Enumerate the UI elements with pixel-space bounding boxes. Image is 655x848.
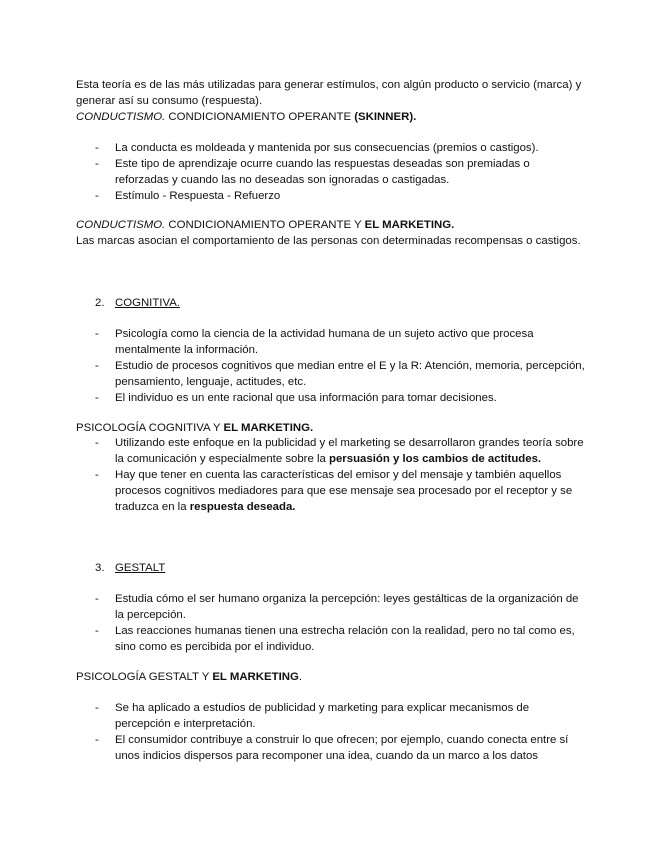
gestalt-marketing-list <box>95 700 585 764</box>
list-item-bold: persuasión y los cambios de actitudes. <box>329 453 542 465</box>
skinner-heading <box>76 109 416 125</box>
gestalt-heading-bold: EL MARKETING <box>212 671 299 683</box>
list-item: - Las reacciones humanas tienen una estrecha relación con la realidad, pero no tal como es, sino como es percibida por el individuo. <box>95 623 585 655</box>
marketing-heading-normal: CONDICIONAMIENTO OPERANTE Y <box>165 219 365 231</box>
list-item: - Estudia cómo el ser humano organiza la percepción: leyes gestálticas de la organización de la percepción. <box>95 591 585 623</box>
section-2-heading <box>95 295 180 311</box>
gestalt-list <box>95 591 585 655</box>
intro-paragraph: Esta teoría es de las más utilizadas para generar estímulos, con algún producto o servicio (marca) y generar así su consumo (respuesta). <box>76 79 582 107</box>
gestalt-marketing-heading <box>76 669 302 685</box>
section-number: 2. <box>95 297 105 309</box>
cognitive-list <box>95 326 585 406</box>
list-item: - Estudio de procesos cognitivos que median entre el E y la R: Atención, memoria, percepción, pensamiento, lenguaje, actitudes, etc. <box>95 358 585 390</box>
list-item-text: Hay que tener en cuenta las características del emisor y del mensaje y también aquellos procesos cognitivos mediadores para que ese mensaje sea procesado por el receptor y se traduzca en la <box>115 469 573 513</box>
list-item: - Psicología como la ciencia de la actividad humana de un sujeto activo que procesa mentalmente la información. <box>95 326 585 358</box>
list-item: - Este tipo de aprendizaje ocurre cuando las respuestas deseadas son premiadas o reforzadas y cuando las no deseadas son ignoradas o castigadas. <box>95 156 585 188</box>
list-item: - Estímulo - Respuesta - Refuerzo <box>95 188 585 204</box>
cognitive-marketing-heading <box>76 420 313 436</box>
gestalt-heading-tail: . <box>298 671 302 683</box>
skinner-heading-italic: CONDUCTISMO. <box>76 111 166 123</box>
list-item: - El consumidor contribuye a construir lo que ofrecen; por ejemplo, cuando conecta entre sí unos indicios dispersos para recomponer una idea, cuando da un marco a los datos <box>95 732 585 764</box>
skinner-heading-bold: (SKINNER). <box>354 111 417 123</box>
cognitive-heading-bold: EL MARKETING. <box>223 422 314 434</box>
section-number: 3. <box>95 562 105 574</box>
list-item <box>95 435 585 467</box>
marketing-heading <box>76 217 454 233</box>
marketing-heading-bold: EL MARKETING. <box>364 219 455 231</box>
cognitive-heading-normal: PSICOLOGÍA COGNITIVA Y <box>76 422 224 434</box>
gestalt-heading-normal: PSICOLOGÍA GESTALT Y <box>76 671 213 683</box>
section-3-heading <box>95 560 165 576</box>
list-item: - Se ha aplicado a estudios de publicidad y marketing para explicar mecanismos de percepción e interpretación. <box>95 700 585 732</box>
skinner-list <box>95 140 585 204</box>
list-item-text: Utilizando este enfoque en la publicidad y el marketing se desarrollaron grandes teoría sobre la comunicación y especialmente sobre la <box>115 437 584 465</box>
list-item: - El individuo es un ente racional que usa información para tomar decisiones. <box>95 390 585 406</box>
section-title: COGNITIVA. <box>115 297 180 309</box>
list-item-bold: respuesta deseada. <box>189 501 296 513</box>
skinner-heading-normal: CONDICIONAMIENTO OPERANTE <box>165 111 355 123</box>
list-item: - La conducta es moldeada y mantenida por sus consecuencias (premios o castigos). <box>95 140 585 156</box>
marketing-heading-italic: CONDUCTISMO. <box>76 219 166 231</box>
list-item <box>95 467 585 515</box>
section-title: GESTALT <box>115 562 166 574</box>
cognitive-marketing-list <box>95 435 585 515</box>
marketing-paragraph: Las marcas asocian el comportamiento de las personas con determinadas recompensas o castigos. <box>76 235 581 247</box>
